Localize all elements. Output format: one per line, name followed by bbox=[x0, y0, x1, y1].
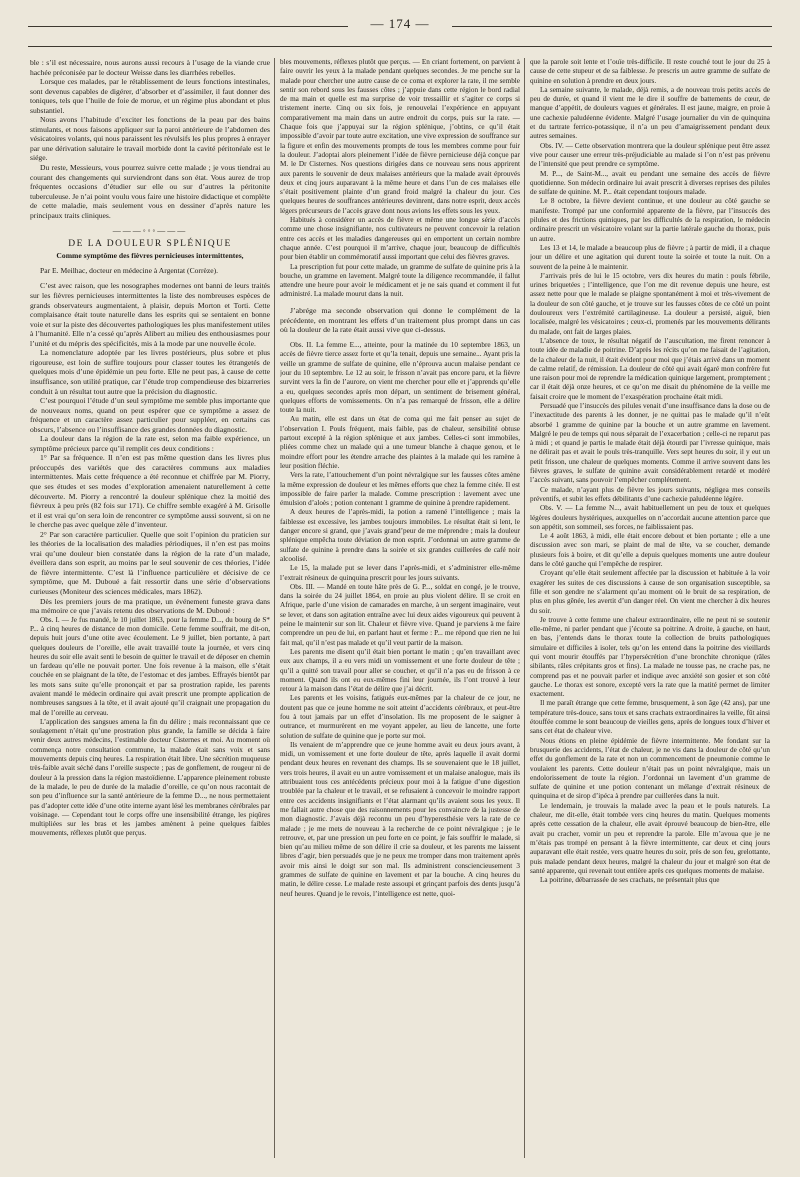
observation-paragraph: Les parents me disent qu’il était bien portant le matin ; qu’en travaillant avec eux aux champs, il a eu vers midi un vomissement et une forte douleur de tête ; qu’il a quitté son travail pour aller se coucher, et qu’il n’a pas eu de frisson à ce moment. Quand ils ont eu eux-mêmes fini leur journée, ils l’ont trouvé à leur retour à la maison dans l’état de délire que j’ai décrit. bbox=[280, 647, 520, 694]
paragraph: La douleur dans la région de la rate est, selon ma faible expérience, un symptôme précieux parce qu’il remplit ces deux conditions : bbox=[30, 434, 270, 453]
observation-paragraph: Croyant qu’elle était seulement affectée par la discussion et habituée à la voir exagérer les suites de ces discussions à cause de son organisation susceptible, sa fille et son gendre ne s’alarment qu’au moment où le bruit de sa respiration, de plus en plus gênée, les avertit d’un danger réel. On vient me chercher à dix heures du soir. bbox=[530, 569, 770, 615]
observation-paragraph: Obs. V. — La femme N..., avait habituellement un peu de toux et quelques légères douleurs hystériques, auxquelles on n’accordait aucune attention parce que son appétit, son sommeil, ses forces, ne faiblissaient pas. bbox=[530, 504, 770, 531]
observation-paragraph: bles mouvements, réflexes plutôt que perçus. — En criant fortement, on parvient à faire ouvrir les yeux à la malade pendant quelques secondes. Je me penche sur la malade pour chercher une autre cause de ce coma et explorer la rate, il me semble sentir son rebord sous les fausses côtes ; j’appuie dans cette région le bord radial de ma main et quelle est ma surprise de voir tressaillir et s’agiter ce corps si tristement inerte. Cinq ou six fois, je renouvelai l’expérience en appuyant comparativement ma main dans un autre endroit du corps, puis sur la rate. — Chaque fois que j’appuyai sur la région splénique, j’obtins, ce qu’il était impossible d’avoir par toute autre excitation, une vive expression de souffrance sur la figure et enfin des mouvements prompts de tous les membres comme pour fuir la douleur. J’adoptai alors pleinement l’idée de fièvre pernicieuse déjà conçue par M. le Dr Cisternes. Nos questions dirigées dans ce nouveau sens nous apprirent aux parents le souvenir de deux malaises antérieurs que la malade avait éprouvés deux et cinq jours auparavant à la même heure et dans l’un de ces malaises elle s’était positivement plainte d’un grand froid malgré la chaleur du jour. Ces quelques heures de souffrances antérieures devinrent, dans notre esprit, deux accès légers précurseurs de l’accès grave dont nous avions les effets sous les yeux. bbox=[280, 58, 520, 215]
observation-paragraph: Au matin, elle est dans un état de coma qui me fait penser au sujet de l’observation I. Pouls fréquent, mais faible, pas de chaleur, sensibilité obtuse partout excepté à la région splénique et aux jambes. Celles-ci sont immobiles, pliées comme chez un malade qui a une tumeur blanche à chaque genou, et le moindre effort pour les étendre arrache des plaintes à la malade qui les ramène à leur position fléchie. bbox=[280, 415, 520, 470]
paragraph: C’est avec raison, que les nosographes modernes ont banni de leurs traités sur les fièvres pernicieuses intermittentes la liste des nombreuses espèces de grands observateurs augmentaient, à plaisir, depuis Morton et Torti. Cette complaisance était toute naturelle dans les esprits qui se sentaient en bonne voie et sur la piste des découvertes pathologiques les plus manifestement utiles à l’humanité. Elle n’a cessé qu’après Alibert au milieu des enthousiasmes pour l’unité et du mépris des spécificités, mis à la mode par une nouvelle école. bbox=[30, 281, 270, 348]
observation-paragraph: Ils venaient de m’apprendre que ce jeune homme avait eu deux jours avant, à midi, un vomissement et une forte douleur de tête, après laquelle il avait dormi pendant deux heures en revenant des champs. Ils se souvenaient que le 18 juillet, vers trois heures, il avait eu un autre vomissement et un malaise analogue, mais ils attribuaient tous ces antécédents précieux pour moi à la fatigue d’une digestion troublée par la chaleur et le travail, et se refusaient à concevoir le moindre rapport entre ces accidents insignifiants et l’état alarmant qu’ils avaient sous les yeux. Il me fallait autre chose que des raisonnements pour les convaincre de la justesse de mon diagnostic. J’avais déjà reconnu un peu d’hyperesthésie vers la rate de ce malade ; je me mets de nouveau à la recherche de ce point névralgique ; je le retrouve, et, par une pression un peu forte en ce point, je fais souffrir le malade, si bien qu’au milieu même de son délire il crie sa douleur, et les parents me laissent libres d’agir, bien persuadés que je ne peux me tromper dans mon traitement après avoir mis ainsi le doigt sur son mal. Ils administrent consciencieusement 3 grammes de sulfate de quinine en lavement et par la bouche. A cinq heures du matin, le délire cesse. Le malade reste assoupi et grinçant parfois des dents jusqu’à neuf heures. Quand je le revois, l’intelligence est nette, quoi- bbox=[280, 740, 520, 898]
article-title: DE LA DOULEUR SPLÉNIQUE bbox=[68, 238, 232, 249]
header-rule-left bbox=[28, 26, 348, 27]
observation-paragraph: Obs. I. — Je fus mandé, le 10 juillet 1863, pour la femme D..., du bourg de S* P... à cinq heures de distance de mon domicile. Cette femme souffrait, me dit-on, depuis huit jours d’une otite avec écoulement. Le 9 juillet, bien portante, à part quelques douleurs de l’oreille, elle avait travaillé toute la journée, et vers cinq heures du soir elle avait senti le besoin de quitter le travail et de déposer en chemin un fardeau qu’elle ne pouvait porter. Une fois revenue à la maison, elle s’était couchée en se plaignant de la tête, de l’estomac et des jambes. Effrayés bientôt par les mots sans suite qu’elle prononçait et par sa prostration rapide, les parents avaient mandé le médecin ordinaire qui avait prescrit une prompte application de nombreuses sangsues à la tête, et il avait ajouté qu’il craignait une propagation du mal de l’oreille au cerveau. bbox=[30, 615, 270, 717]
observation-paragraph: Les parents et les voisins, fatigués eux-mêmes par la chaleur de ce jour, ne doutent pas que ce jeune homme ne soit atteint d’accidents cérébraux, et peut-être fou à tout jamais par un effet d’insolation. Ils me proposent de le saigner à outrance, et murmurèrent en me voyant appeler, au lieu de lancette, une forte solution de sulfate de quinine que je porte sur moi. bbox=[280, 694, 520, 740]
observation-paragraph: Habitués à considérer un accès de fièvre et même une longue série d’accès comme une chose insignifiante, nos cultivateurs ne peuvent concevoir la relation entre ces accès et les maladies dangereuses qui en emportent un certain nombre chaque année. C’est pourquoi il m’arrive, chaque jour, beaucoup de difficultés pour bien établir un commémoratif aussi important que celui des fièvres graves. bbox=[280, 216, 520, 262]
observation-paragraph: M. P..., de Saint-M..., avait eu pendant une semaine des accès de fièvre quotidienne. Son médecin ordinaire lui avait prescrit à diverses reprises des pilules de sulfate de quinine. M. P... était cependant toujours malade. bbox=[530, 169, 770, 197]
paragraph: Du reste, Messieurs, vous pourrez suivre cette malade ; je vous tiendrai au courant des changements qui surviendront dans son état. Vous aurez de trop fréquentes occasions d’étudier sur elle ou sur d’autres la péritonite tuberculeuse. Je n’ai point voulu vous faire une histoire didactique et complète de cette maladie, mais seulement vous en dessiner d’après nature les principaux traits cliniques. bbox=[30, 163, 270, 220]
column-separator bbox=[524, 58, 525, 1158]
observation-paragraph: Il me paraît étrange que cette femme, brusquement, à son âge (42 ans), par une température très-douce, sans toux et sans crachats extraordinaires la veille, fût ainsi étouffée comme le sont beaucoup de vieilles gens, après de longues toux d’hiver et sans cet état de chaleur vive. bbox=[530, 699, 770, 736]
observation-paragraph: Le 4 août 1863, à midi, elle était encore debout et bien portante ; elle a une discussion avec son mari, se plaint de mal de tête, va se coucher, demande plusieurs fois à boire, et dit qu’elle a depuis quelques moments une autre douleur dans le côté gauche qui l’empêche de respirer. bbox=[530, 532, 770, 569]
paragraph: ble : s’il est nécessaire, nous aurons aussi recours à l’usage de la viande crue hachée préconisée par le docteur Weisse dans les diarrhées rebelles. bbox=[30, 58, 270, 77]
article-subtitle: Comme symptôme des fièvres pernicieuses intermittentes, bbox=[56, 251, 244, 261]
column-2 bbox=[280, 58, 520, 1166]
observation-paragraph: Le lendemain, je trouvais la malade avec la peau et le pouls naturels. La chaleur, me dit-elle, était tombée vers cinq heures du matin. Quelques moments après cette cessation de la chaleur, elle avait éprouvé beaucoup de bien-être, elle avait pu cracher, vomir un peu et reprendre la parole. Elle m’avoua que je ne m’étais pas trompé en pensant à la fièvre intermittente, car deux et cinq jours auparavant elle était restée, vers quatre heures du soir, près de son feu, grelottante, puis malade pendant deux heures, malgré la chaleur du jour et malgré son état de santé apparente, qui revenait tout entière après ces quelques moments de malaise. bbox=[530, 801, 770, 875]
observation-paragraph: La poitrine, débarrassée de ses crachats, ne présentait plus que bbox=[540, 876, 720, 885]
observation-paragraph: Nous étions en pleine épidémie de fièvre intermittente. Me fondant sur la brusquerie des accidents, l’état de chaleur, je ne vis dans la douleur de côté qu’un effet du gonflement de la rate et non un commencement de pneumonie comme le voulaient les parents. Cette douleur n’était pas un point névralgique, mais un endolorissement de toute la région. J’ordonnai un lavement d’un gramme de sulfate de quinine et une potion contenant un mélange d’extrait résineux de quinquina et de sirop d’ipéca à prendre par cuillerées dans la nuit. bbox=[530, 736, 770, 801]
section-divider: ———◦◦◦——— bbox=[112, 226, 188, 236]
observation-paragraph: Le 15, la malade put se lever dans l’après-midi, et s’administrer elle-même l’extrait résineux de quinquina prescrit pour les jours suivants. bbox=[280, 564, 520, 582]
observation-paragraph: La prescription fut pour cette malade, un gramme de sulfate de quinine pris à la bouche, un gramme en lavement. Malgré toute la diligence recommandée, il fallut attendre une heure pour avoir le médicament et je ne sais quand et comment il fut administré. La malade mourut dans la nuit. bbox=[280, 262, 520, 299]
observation-paragraph: J’arrivais près de lui le 15 octobre, vers dix heures du matin : pouls fébrile, urines briquetées ; l’intelligence, que l’on me dit revenue depuis une heure, est assez nette pour que le malade se plaigne spontanément à moi et très-vivement de la douleur de son côté gauche, et je trouve sur les fausses côtes de ce côté un point douloureux vers l’extrémité cartilagineuse. La douleur a persisté, aiguë, bien localisée, malgré les vésicatoires ; ceux-ci, promenés par les mouvements délirants du malade, ont fait de larges plaies. bbox=[530, 271, 770, 336]
observation-paragraph: Obs. II. La femme E..., atteinte, pour la matinée du 10 septembre 1863, un accès de fièvre tierce assez forte et qu’la tenait, depuis une semaine... Ayant pris la veille un gramme de sulfate de quinine, elle n’éprouva aucun malaise pendant ce jour du 10 septembre. Le 12 au soir, le frisson n’avait pas encore paru, et la fièvre survint vers la fin de l’aurore, on vient me chercher pour elle et j’apprends qu’elle a eu, quelques secondes après mon départ, un sentiment de brisement général, quelques efforts de vomissements. On n’a pas remarqué de frisson, elle a délire toute la nuit. bbox=[280, 341, 520, 415]
observation-paragraph: Ce malade, n’ayant plus de fièvre les jours suivants, négligea mes conseils préventifs, et subit les effets débilitants d’une cachexie paludéenne légère. bbox=[530, 485, 770, 503]
observation-paragraph: L’absence de toux, le résultat négatif de l’auscultation, me firent renoncer à toute idée de maladie de poitrine. D’après les récits qu’on me faisait de l’agitation, de la chaleur de la nuit, il était évident pour moi que j’étais arrivé dans un moment de calme relatif, de rémission. La douleur de côté qui avait égaré mon confrère fut une raison pour moi de reprendre la médication quinique largement, promptement ; car il était déjà onze heures, et ce qu’on me disait du phénomène de la veille me faisait croire que le moment de l’exaspération prochaine était midi. bbox=[530, 336, 770, 401]
column-separator bbox=[274, 58, 275, 1158]
observation-paragraph: A deux heures de l’après-midi, la potion a ramené l’intelligence ; mais la faiblesse est excessive, les jambes toujours immobiles. Le résultat était si lent, le danger encore si grand, que j’avais grand’peur de me méprendre ; mais la douleur splénique empêcha toute déviation de mon esprit. J’ordonnai un autre gramme de sulfate de quinine à prendre dans la soirée et six grandes cuillerées de café noir alcoolisé. bbox=[280, 508, 520, 563]
paragraph: 2° Par son caractère particulier. Quelle que soit l’opinion du praticien sur les théories de la localisation des maladies périodiques, il n’en est pas moins vrai qu’une douleur bien constatée dans la région de la rate d’un malade, éveillera dans son esprit, au moins par le seul souvenir de ces théories, l’idée de fièvre intermittente. C’est là l’influence particulière et décisive de ce symptôme, que M. Duboué a fait ressortir dans une série d’observations curieuses (Moniteur des sciences médicales, mars 1862). bbox=[30, 529, 270, 596]
paragraph: C’est pourquoi l’étude d’un seul symptôme me semble plus importante que de nouveaux noms, quand on peut espérer que ce symptôme a assez de fréquence et un caractère assez particulier pour suppléer, en certains cas obscurs, l’absence ou l’insuffisance des grandes données du diagnostic. bbox=[30, 396, 270, 434]
paragraph: 1° Par sa fréquence. Il n’en est pas même question dans les livres plus préoccupés des variétés que des caractères communs aux maladies intermittentes. Mais cette fréquence a été reconnue et chiffrée par M. Piorry, que ses études et ses modes d’exploration amenaient naturellement à cette découverte. M. Piorry a rencontré la douleur splénique chez la moitié des fiévreux à peu près (82 fois sur 171). Ce chiffre semble exagéré à M. Grisolle et il est vrai qu’on sera loin de rencontrer ce symptôme aussi souvent, si on ne le cherche pas avec quelque zèle d’inventeur. bbox=[30, 453, 270, 530]
article-author: Par E. Meilhac, docteur en médecine à Argentat (Corrèze). bbox=[40, 265, 219, 275]
observation-paragraph: Les 13 et 14, le malade a beaucoup plus de fièvre ; à partir de midi, il a chaque jour un délire et une agitation qui durent toute la soirée et toute la nuit. On a souvent de la peine à le maintenir. bbox=[530, 243, 770, 271]
column-1 bbox=[30, 58, 270, 1166]
paragraph: Nous avons l’habitude d’exciter les fonctions de la peau par des bains stimulants, et nous faisons appliquer sur la paroi antérieure de l’abdomen des vésicatoires volants, qui nous paraissent les révulsifs les plus propres à enrayer par une dérivation salutaire le travail morbide dont la cavité péritonéale est le siége. bbox=[30, 115, 270, 163]
observation-paragraph: L’application des sangsues amena la fin du délire ; mais reconnaissant que ce soulagement n’était qu’une prostration plus grande, la famille se décida à faire venir deux autres médecins, l’estimable docteur Cisternes et moi. Au moment où commença notre consultation commune, la malade était sans voix et sans mouvements depuis cinq heures. La respiration était libre. Une sécrétion muqueuse très-faible avait séché dans l’oreille suspecte ; pas de gonflement, de rougeur ni de douleur à la pression dans la région mastoïdienne. L’apparence pleinement robuste de la malade, le peu de durée de la maladie d’oreille, ce qu’on nous racontait de son peu d’influence sur la santé antérieure de la femme D..., ne nous permettaient pas d’adopter cette idée d’une otite interne ayant lésé les membranes cérébrales par voisinage. — Cependant tout le corps offre une insensibilité étrange, les piqûres multipliées sur les bras et les jambes amènent à peine quelques faibles mouvements, réflexes plutôt que perçus. bbox=[30, 717, 270, 838]
top-rule bbox=[28, 46, 772, 47]
observation-paragraph: Obs. IV. — Cette observation montrera que la douleur splénique peut être assez vive pour causer une erreur très-préjudiciable au malade si l’on n’est pas prévenu de l’intensité que peut prendre ce symptôme. bbox=[530, 141, 770, 169]
page-number: — 174 — bbox=[370, 16, 430, 31]
paragraph: La nomenclature adoptée par les livres postérieurs, plus sobre et plus rigoureuse, est loin de suffire toujours pour classer toutes les étrangetés de quelques mois d’une épidémie un peu forte. Elle ne peut pas, à cause de cette insuffisance, son utilité pratique, car l’étude trop compendieuse des bizarreries conduit à un résultat tout autre que la précision du diagnostic. bbox=[30, 348, 270, 396]
observation-paragraph: Le 8 octobre, la fièvre devient continue, et une douleur au côté gauche se manifeste. Trompé par une conformité apparente de la fièvre, par l’insuccès des pilules et des frictions quiniques, par les difficultés de la respiration, le médecin ordinaire prescrit un vésicatoire volant sur la partie latérale gauche du thorax, puis un autre. bbox=[530, 197, 770, 243]
observation-paragraph: Persuadé que l’insuccès des pilules venait d’une insuffisance dans la dose ou de l’inexactitude des parents à les donner, je ne quittai pas le malade qu’il n’eût absorbé 1 gramme de quinine par la bouche et un autre gramme en lavement. Malgré le peu de temps qui nous séparait de l’exacerbation ; celle-ci ne reparut pas à midi ; et quand je partis le malade était déjà étourdi par l’ivresse quinique, mais ne délirait pas et avait le pouls très-tranquille. Vers sept heures du soir, il y eut un petit frisson, une chaleur de quelques moments. Comme il arrive souvent dans les fièvres graves, le sulfate de quinine avait considérablement retardé et modéré l’accès suivant, sans pouvoir l’empêcher complétement. bbox=[530, 401, 770, 485]
paragraph: Dès les premiers jours de ma pratique, un événement funeste grava dans ma mémoire ce que j’avais retenu des observations de M. Duboué : bbox=[30, 596, 270, 616]
observation-paragraph: La semaine suivante, le malade, déjà remis, a de nouveau trois petits accès de peu de durée, et quand il vient me le dire il souffre de battements de cœur, de manque d’appétit, de douleurs vagues et générales. Il est jaune, maigre, en proie à une cachexie paludéenne évidente. Malgré l’usage journalier du vin de quinquina et du tartrate ferrico-potassique, il n’a un peu d’amaigrissement pendant deux autres semaines. bbox=[530, 85, 770, 141]
paragraph: J’abrége ma seconde observation qui donne le complément de la précédente, en montrant les effets d’un traitement plus prompt dans un cas où la douleur de la rate était aussi vive que ci-dessus. bbox=[280, 305, 520, 335]
observation-paragraph: que la parole soit lente et l’ouïe très-difficile. Il reste couché tout le jour du 25 à cause de cette stupeur et de sa faiblesse. Je prescris un autre gramme de sulfate de quinine en solution à prendre en deux jours. bbox=[530, 58, 770, 85]
column-3 bbox=[530, 58, 770, 1166]
observation-paragraph: Je trouve à cette femme une chaleur extraordinaire, elle ne peut ni se soutenir elle-même, ni parler pendant que j’écoute sa poitrine. A droite, à gauche, en haut, en bas, j’entends dans le thorax toute la collection de bruits pathologiques simulaire et difficiles à isoler, tels qu’on les entend dans la poitrine des vieillards qui vont mourir étouffés par l’hypersécrétion d’une bronchite chronique (râles sibilants, râles crépitants gros et fins). La malade ne tousse pas, ne crache pas, ne comprend pas et ne pouvait parler et indique avec anxiété son gosier et son côté gauche. Le thorax est sonore, excepté vers la rate que la matité permet de limiter exactement. bbox=[530, 615, 770, 699]
header-rule-right bbox=[452, 26, 772, 27]
paragraph: Lorsque ces malades, par le rétablissement de leurs fonctions intestinales, sont devenus capables de digérer, d’absorber et d’assimiler, il faut donner des toniques, tels que l’huile de foie de morue, et un régime plus abondant et plus substantiel. bbox=[30, 77, 270, 115]
observation-paragraph: Vers la rate, l’attouchement d’un point névralgique sur les fausses côtes amène la même expression de douleur et les mêmes efforts que chez la femme citée. Il est impossible de faire parler la malade. Comme prescription : lavement avec une émulsion d’aloès ; potion contenant 1 gramme de quinine à prendre rapidement. bbox=[280, 471, 520, 508]
page-header bbox=[0, 14, 800, 38]
observation-paragraph: Obs. III. — Mandé en toute hâte près de G. P..., soldat en congé, je le trouve, dans la soirée du 24 juillet 1864, en proie au plus violent délire. Il se croit en Afrique, parle d’une vision de camarades en marche, à un sergent imaginaire, veut se lever, et dans son agitation entraîne avec lui deux aides vigoureux qui peuvent à peine le maintenir sur son lit. Chaleur et fièvre vive. Quand je parviens à me faire comprendre un peu de lui, en parlant haut et ferme : P... me répond que rien ne lui fait mal, qu’il n’est pas malade et qu’il veut partir de la maison. bbox=[280, 582, 520, 647]
